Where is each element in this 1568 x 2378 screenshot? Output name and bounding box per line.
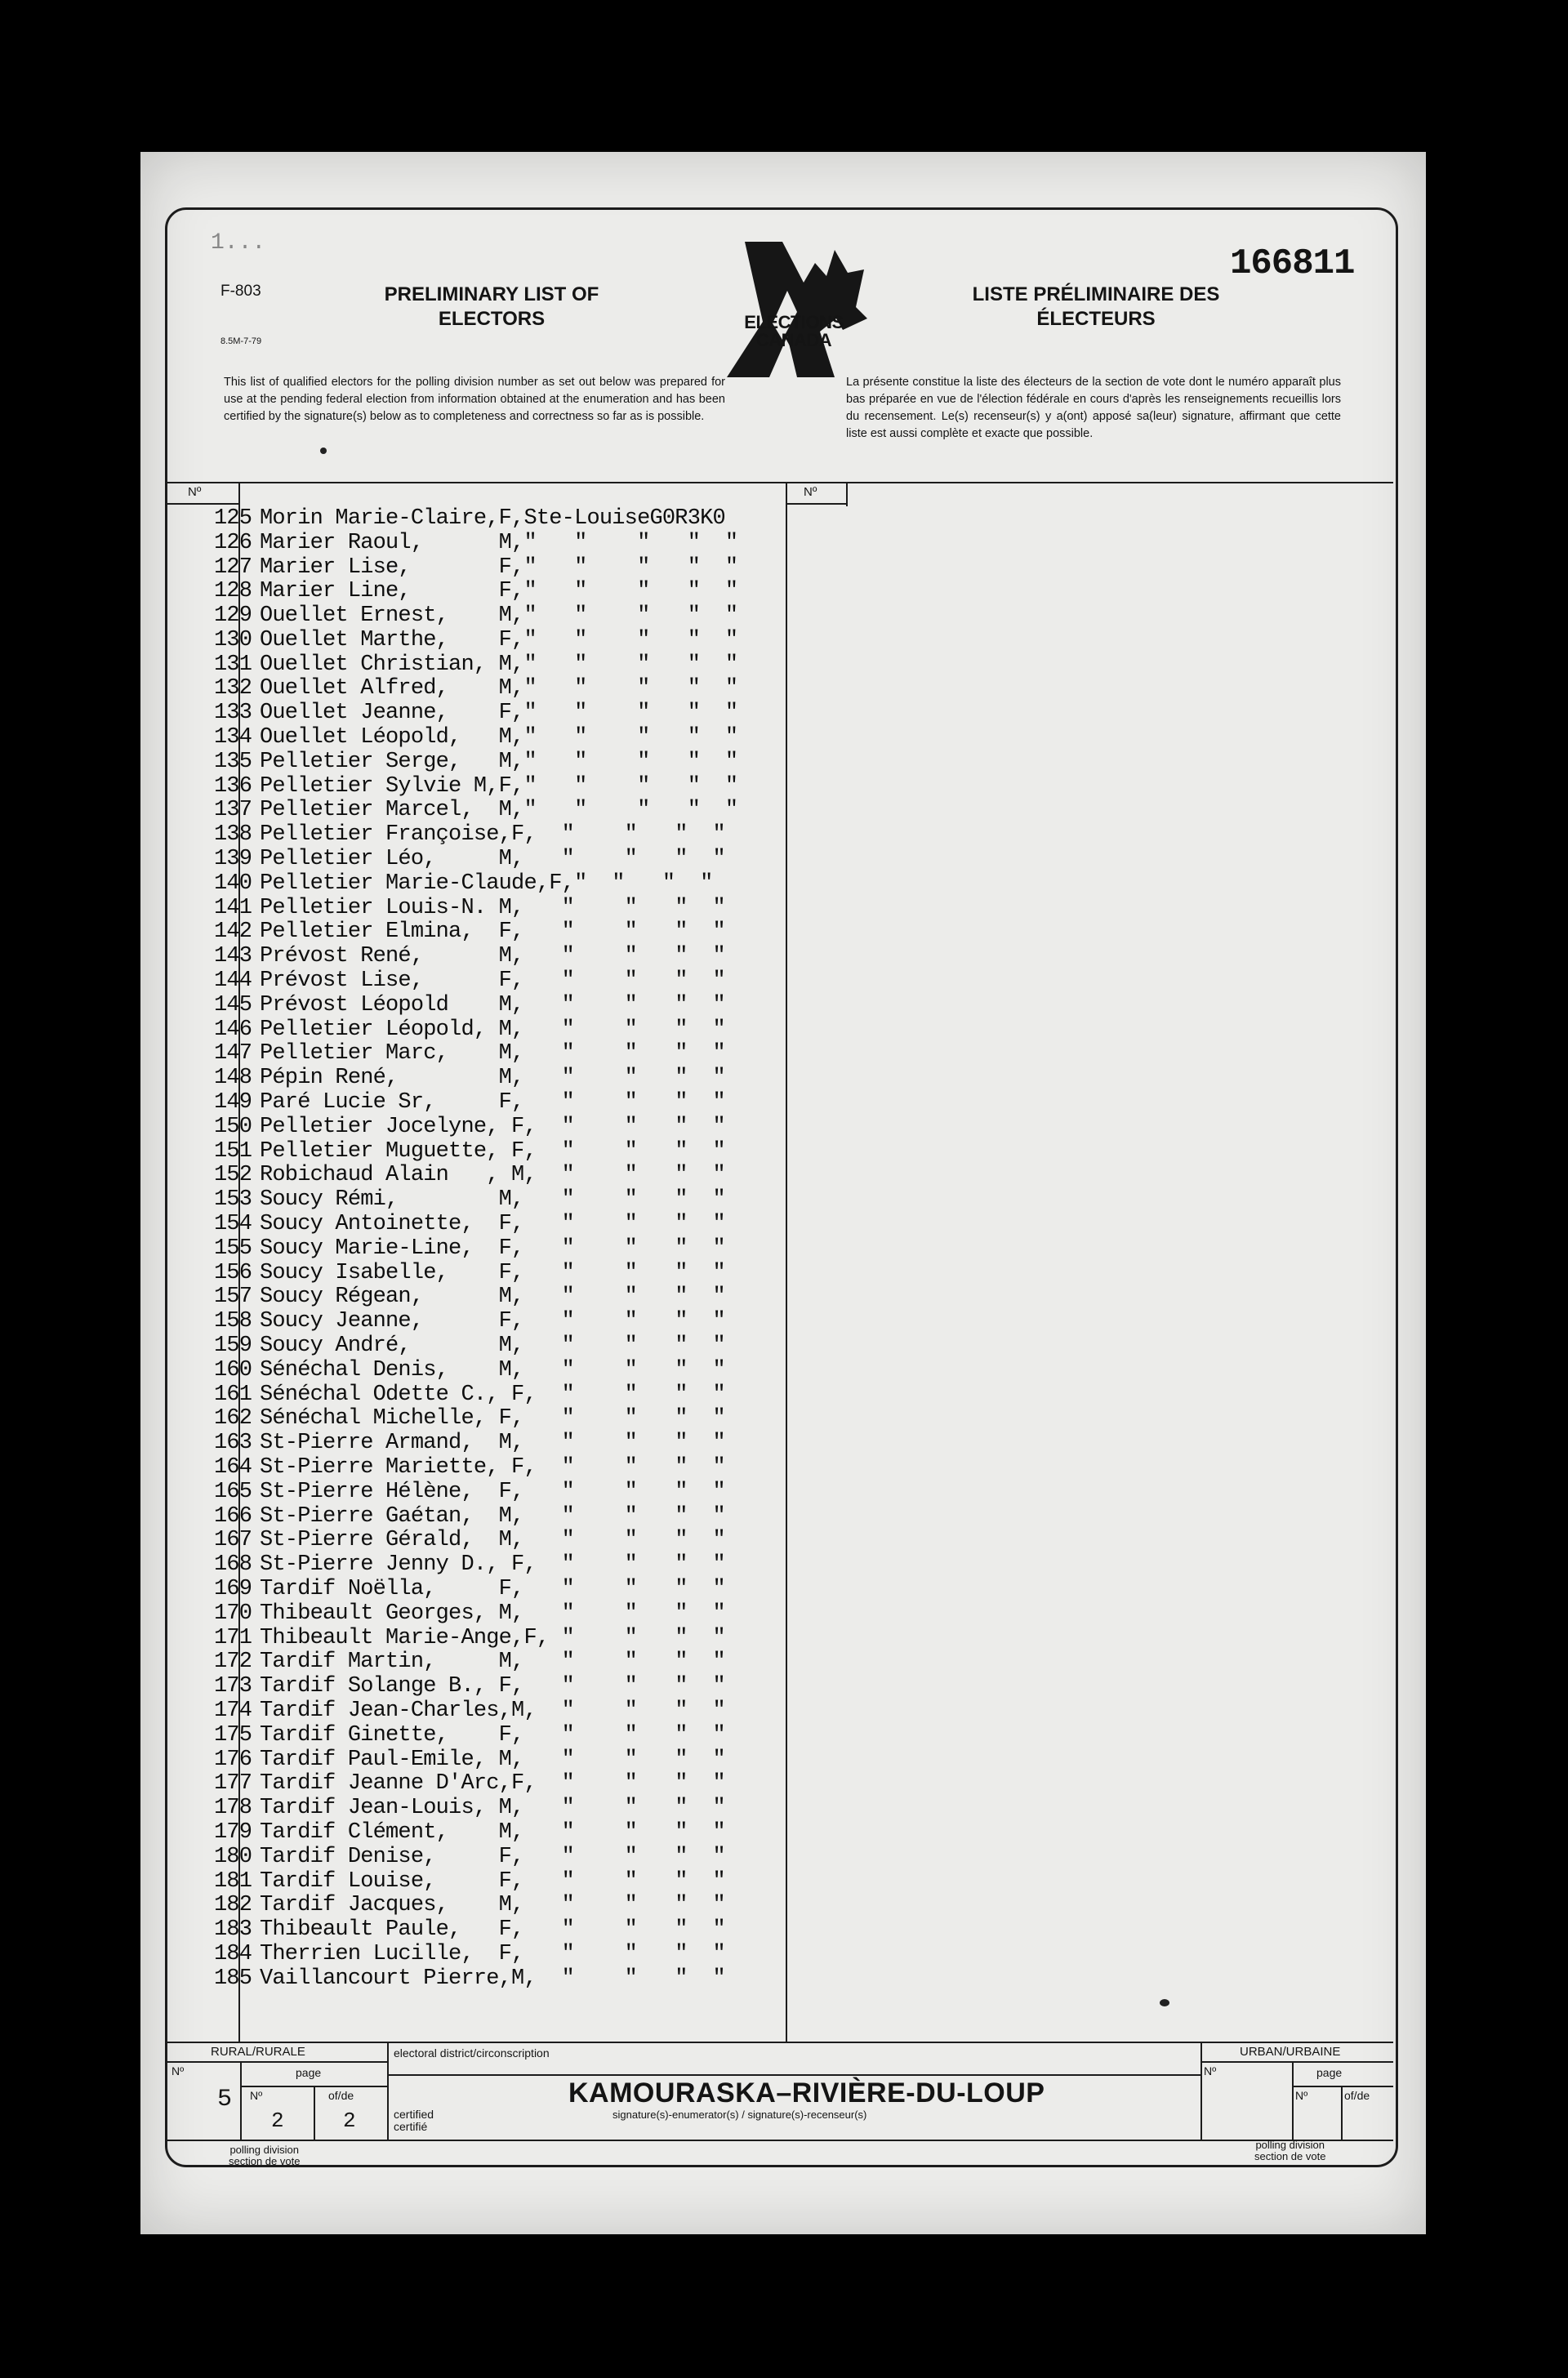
urban-of-label: of/de bbox=[1344, 2089, 1370, 2102]
elector-number: 172 bbox=[214, 1650, 252, 1675]
elector-entry: Soucy Régean, M, " " " " bbox=[260, 1285, 725, 1310]
elector-number: 142 bbox=[214, 920, 252, 945]
elector-number: 160 bbox=[214, 1357, 252, 1383]
elector-number: 170 bbox=[214, 1601, 252, 1626]
dust-speck bbox=[320, 448, 327, 454]
elector-row bbox=[214, 1455, 835, 1480]
footer-block bbox=[165, 2042, 1398, 2167]
elector-number: 128 bbox=[214, 579, 252, 604]
elector-row bbox=[214, 531, 835, 555]
elector-entry: Pelletier Marc, M, " " " " bbox=[260, 1041, 725, 1067]
elector-number: 138 bbox=[214, 822, 252, 848]
elector-entry: Thibeault Marie-Ange,F, " " " " bbox=[260, 1625, 725, 1650]
elector-entry: Sénéchal Denis, M, " " " " bbox=[260, 1357, 725, 1383]
elector-entry: Pépin René, M, " " " " bbox=[260, 1066, 725, 1091]
elector-number: 144 bbox=[214, 969, 252, 994]
elector-number: 162 bbox=[214, 1406, 252, 1432]
form-revision: 8.5M-7-79 bbox=[220, 336, 262, 346]
elector-entry: Marier Raoul, M," " " " " bbox=[260, 530, 738, 555]
elector-entry: Sénéchal Odette C., F, " " " " bbox=[260, 1382, 725, 1407]
elector-number: 179 bbox=[214, 1819, 252, 1845]
district-name: KAMOURASKA–RIVIÈRE-DU-LOUP bbox=[568, 2077, 1045, 2109]
electors-table bbox=[165, 482, 1398, 2042]
elector-row bbox=[214, 969, 835, 993]
elector-row bbox=[214, 1699, 835, 1723]
elector-number: 131 bbox=[214, 652, 252, 677]
elector-row bbox=[214, 1796, 835, 1820]
elector-row bbox=[214, 774, 835, 799]
elector-number: 136 bbox=[214, 773, 252, 799]
elector-number: 158 bbox=[214, 1309, 252, 1334]
elector-entry: Pelletier Elmina, F, " " " " bbox=[260, 920, 725, 945]
elector-row bbox=[214, 1504, 835, 1529]
elector-row bbox=[214, 1748, 835, 1772]
elector-number: 137 bbox=[214, 798, 252, 823]
rural-page-label: page bbox=[296, 2066, 322, 2079]
elector-row bbox=[214, 1869, 835, 1894]
elector-number: 150 bbox=[214, 1114, 252, 1139]
elector-number: 181 bbox=[214, 1868, 252, 1894]
intro-english: This list of qualified electors for the polling division number as set out below was prepared for use at the pending federal election from information obtained at the enumeration and has been certified by the signature(s) below as to completeness and correctness so far as is possible. bbox=[224, 376, 725, 424]
elector-number: 166 bbox=[214, 1503, 252, 1529]
elector-entry: Tardif Noëlla, F, " " " " bbox=[260, 1576, 725, 1601]
elector-row bbox=[214, 1334, 835, 1358]
elector-number: 141 bbox=[214, 895, 252, 920]
elector-entry: Ouellet Marthe, F," " " " " bbox=[260, 627, 738, 652]
elector-number: 132 bbox=[214, 676, 252, 701]
elector-row bbox=[214, 1187, 835, 1212]
elector-number: 168 bbox=[214, 1552, 252, 1578]
elector-entry: Pelletier Marie-Claude,F," " " " bbox=[260, 871, 713, 896]
elector-number: 145 bbox=[214, 992, 252, 1018]
elector-number: 167 bbox=[214, 1528, 252, 1553]
elector-row bbox=[214, 1650, 835, 1674]
elector-number: 134 bbox=[214, 725, 252, 750]
elector-row bbox=[214, 1309, 835, 1334]
page-number: 2 bbox=[271, 2109, 284, 2133]
rural-label: RURAL/RURALE bbox=[211, 2045, 305, 2059]
elector-row bbox=[214, 506, 835, 531]
elector-entry: Ouellet Jeanne, F," " " " " bbox=[260, 701, 738, 726]
elector-number: 125 bbox=[214, 505, 252, 531]
elector-row bbox=[214, 944, 835, 969]
elector-row bbox=[214, 1626, 835, 1650]
elector-number: 139 bbox=[214, 847, 252, 872]
dust-speck bbox=[1160, 1999, 1169, 2006]
elector-number: 151 bbox=[214, 1138, 252, 1164]
elector-number: 161 bbox=[214, 1382, 252, 1407]
elector-entry: St-Pierre Mariette, F, " " " " bbox=[260, 1454, 725, 1480]
signature-label: signature(s)-enumerator(s) / signature(s)-recenseur(s) bbox=[612, 2109, 867, 2121]
elector-entry: St-Pierre Gérald, M, " " " " bbox=[260, 1528, 725, 1553]
elector-row bbox=[214, 1771, 835, 1796]
elector-row bbox=[214, 1358, 835, 1383]
faint-stamp: 1... bbox=[211, 230, 266, 256]
elector-entry: Tardif Jacques, M, " " " " bbox=[260, 1893, 725, 1918]
elector-entry: Pelletier Marcel, M," " " " " bbox=[260, 798, 738, 823]
elector-row bbox=[214, 1383, 835, 1407]
logo-text: ELECTIONS CANADA bbox=[744, 312, 844, 350]
elector-number: 184 bbox=[214, 1941, 252, 1966]
elector-number: 173 bbox=[214, 1674, 252, 1699]
elector-row bbox=[214, 871, 835, 896]
elector-row bbox=[214, 1090, 835, 1115]
elector-entry: Pelletier Serge, M," " " " " bbox=[260, 749, 738, 774]
elector-row bbox=[214, 1066, 835, 1090]
elector-row bbox=[214, 1942, 835, 1966]
elector-number: 185 bbox=[214, 1966, 252, 1991]
elector-row bbox=[214, 1018, 835, 1042]
elector-number: 163 bbox=[214, 1431, 252, 1456]
elector-number: 174 bbox=[214, 1698, 252, 1723]
urban-page-no-label: Nº bbox=[1295, 2089, 1308, 2102]
elections-canada-logo bbox=[712, 234, 875, 389]
elector-number: 148 bbox=[214, 1066, 252, 1091]
elector-row bbox=[214, 896, 835, 920]
elector-row bbox=[214, 1845, 835, 1869]
elector-entry: Tardif Louise, F, " " " " bbox=[260, 1868, 725, 1894]
elector-rows bbox=[214, 506, 835, 1991]
form-sheet bbox=[140, 152, 1426, 2234]
elector-row bbox=[214, 1601, 835, 1626]
elector-number: 178 bbox=[214, 1796, 252, 1821]
elector-number: 154 bbox=[214, 1212, 252, 1237]
elector-number: 169 bbox=[214, 1576, 252, 1601]
elector-row bbox=[214, 628, 835, 652]
elector-entry: Tardif Ginette, F, " " " " bbox=[260, 1722, 725, 1748]
urban-page-label: page bbox=[1316, 2066, 1343, 2079]
polling-division-number: 5 bbox=[217, 2086, 233, 2113]
elector-row bbox=[214, 993, 835, 1018]
elector-row bbox=[214, 1917, 835, 1942]
elector-entry: Morin Marie-Claire,F,Ste-LouiseG0R3K0 bbox=[260, 505, 725, 531]
elector-entry: Soucy Antoinette, F, " " " " bbox=[260, 1212, 725, 1237]
electoral-district-label: electoral district/circonscription bbox=[394, 2046, 550, 2060]
elector-row bbox=[214, 750, 835, 774]
elector-entry: Tardif Jean-Charles,M, " " " " bbox=[260, 1698, 725, 1723]
elector-row bbox=[214, 1285, 835, 1310]
elector-number: 157 bbox=[214, 1285, 252, 1310]
elector-entry: Soucy Jeanne, F, " " " " bbox=[260, 1309, 725, 1334]
elector-row bbox=[214, 799, 835, 823]
elector-entry: Tardif Clément, M, " " " " bbox=[260, 1819, 725, 1845]
elector-entry: Pelletier Muguette, F, " " " " bbox=[260, 1138, 725, 1164]
elector-row bbox=[214, 1431, 835, 1455]
elector-row bbox=[214, 603, 835, 628]
elector-entry: Pelletier Léo, M, " " " " bbox=[260, 847, 725, 872]
elector-row bbox=[214, 1139, 835, 1164]
elector-entry: Tardif Denise, F, " " " " bbox=[260, 1844, 725, 1869]
elector-number: 182 bbox=[214, 1893, 252, 1918]
serial-number: 166811 bbox=[1230, 243, 1355, 284]
elector-row bbox=[214, 1261, 835, 1285]
elector-entry: Ouellet Christian, M," " " " " bbox=[260, 652, 738, 677]
elector-number: 177 bbox=[214, 1771, 252, 1797]
elector-entry: Thibeault Paule, F, " " " " bbox=[260, 1917, 725, 1943]
elector-number: 126 bbox=[214, 530, 252, 555]
elector-entry: Tardif Solange B., F, " " " " bbox=[260, 1674, 725, 1699]
elector-entry: St-Pierre Jenny D., F, " " " " bbox=[260, 1552, 725, 1578]
elector-entry: Pelletier Sylvie M,F," " " " " bbox=[260, 773, 738, 799]
elector-row bbox=[214, 1042, 835, 1067]
elector-entry: Soucy André, M, " " " " bbox=[260, 1334, 725, 1358]
elector-number: 127 bbox=[214, 554, 252, 580]
elector-entry: Marier Lise, F," " " " " bbox=[260, 554, 738, 580]
elector-entry: Tardif Paul-Emile, M, " " " " bbox=[260, 1747, 725, 1772]
elector-number: 149 bbox=[214, 1090, 252, 1116]
elector-row bbox=[214, 1723, 835, 1748]
elector-row bbox=[214, 701, 835, 725]
elector-entry: Thibeault Georges, M, " " " " bbox=[260, 1601, 725, 1626]
elector-number: 146 bbox=[214, 1017, 252, 1042]
certified-label: certified certifié bbox=[394, 2108, 434, 2134]
elector-number: 129 bbox=[214, 603, 252, 629]
elector-row bbox=[214, 822, 835, 847]
elector-entry: Tardif Jeanne D'Arc,F, " " " " bbox=[260, 1771, 725, 1797]
elector-entry: Prévost Lise, F, " " " " bbox=[260, 969, 725, 994]
elector-row bbox=[214, 652, 835, 677]
elector-number: 165 bbox=[214, 1479, 252, 1504]
elector-entry: Pelletier Françoise,F, " " " " bbox=[260, 822, 725, 848]
elector-entry: Soucy Rémi, M, " " " " bbox=[260, 1187, 725, 1213]
rural-polling-division-label: polling division section de vote bbox=[229, 2144, 301, 2167]
elector-row bbox=[214, 1577, 835, 1601]
elector-entry: Sénéchal Michelle, F, " " " " bbox=[260, 1406, 725, 1432]
elector-entry: Prévost Léopold M, " " " " bbox=[260, 992, 725, 1018]
title-french: LISTE PRÉLIMINAIRE DES ÉLECTEURS bbox=[972, 283, 1220, 330]
page-total: 2 bbox=[343, 2109, 356, 2133]
elector-number: 175 bbox=[214, 1722, 252, 1748]
elector-entry: Vaillancourt Pierre,M, " " " " bbox=[260, 1966, 725, 1991]
elector-number: 180 bbox=[214, 1844, 252, 1869]
urban-polling-division-label: polling division section de vote bbox=[1254, 2139, 1326, 2162]
elector-row bbox=[214, 1552, 835, 1577]
elector-row bbox=[214, 579, 835, 603]
column-no-left: Nº bbox=[188, 485, 202, 499]
rural-of-label: of/de bbox=[328, 2089, 354, 2102]
elector-row bbox=[214, 1528, 835, 1552]
elector-entry: Soucy Marie-Line, F, " " " " bbox=[260, 1236, 725, 1261]
elector-entry: St-Pierre Hélène, F, " " " " bbox=[260, 1479, 725, 1504]
elector-number: 130 bbox=[214, 627, 252, 652]
elector-entry: Pelletier Léopold, M, " " " " bbox=[260, 1017, 725, 1042]
elector-row bbox=[214, 1115, 835, 1139]
elector-entry: St-Pierre Armand, M, " " " " bbox=[260, 1431, 725, 1456]
elector-row bbox=[214, 1893, 835, 1917]
title-english: PRELIMINARY LIST OF ELECTORS bbox=[384, 283, 599, 330]
elector-entry: Robichaud Alain , M, " " " " bbox=[260, 1163, 725, 1188]
form-code: F-803 bbox=[220, 283, 261, 300]
elector-entry: Therrien Lucille, F, " " " " bbox=[260, 1941, 725, 1966]
elector-number: 135 bbox=[214, 749, 252, 774]
elector-row bbox=[214, 725, 835, 750]
elector-entry: St-Pierre Gaétan, M, " " " " bbox=[260, 1503, 725, 1529]
elector-number: 133 bbox=[214, 701, 252, 726]
elector-row bbox=[214, 677, 835, 701]
elector-number: 147 bbox=[214, 1041, 252, 1067]
elector-entry: Tardif Martin, M, " " " " bbox=[260, 1650, 725, 1675]
elector-number: 153 bbox=[214, 1187, 252, 1213]
elector-entry: Paré Lucie Sr, F, " " " " bbox=[260, 1090, 725, 1116]
column-no-right: Nº bbox=[804, 485, 817, 499]
elector-entry: Ouellet Léopold, M," " " " " bbox=[260, 725, 738, 750]
elector-row bbox=[214, 555, 835, 580]
elector-number: 159 bbox=[214, 1334, 252, 1358]
elector-number: 152 bbox=[214, 1163, 252, 1188]
elector-number: 156 bbox=[214, 1260, 252, 1285]
elector-number: 143 bbox=[214, 944, 252, 969]
elector-number: 140 bbox=[214, 871, 252, 896]
elector-entry: Ouellet Alfred, M," " " " " bbox=[260, 676, 738, 701]
elector-row bbox=[214, 1480, 835, 1504]
elector-row bbox=[214, 1212, 835, 1236]
rural-page-no-label: Nº bbox=[250, 2089, 263, 2102]
urban-label: URBAN/URBAINE bbox=[1240, 2045, 1341, 2059]
elector-entry: Pelletier Louis-N. M, " " " " bbox=[260, 895, 725, 920]
elector-number: 183 bbox=[214, 1917, 252, 1943]
elector-row bbox=[214, 1406, 835, 1431]
elector-entry: Ouellet Ernest, M," " " " " bbox=[260, 603, 738, 629]
elector-entry: Marier Line, F," " " " " bbox=[260, 579, 738, 604]
elector-row bbox=[214, 847, 835, 871]
elector-entry: Soucy Isabelle, F, " " " " bbox=[260, 1260, 725, 1285]
elector-row bbox=[214, 1164, 835, 1188]
elector-number: 171 bbox=[214, 1625, 252, 1650]
elector-number: 155 bbox=[214, 1236, 252, 1261]
rural-no-label: Nº bbox=[172, 2064, 185, 2077]
elector-entry: Tardif Jean-Louis, M, " " " " bbox=[260, 1796, 725, 1821]
elector-row bbox=[214, 1674, 835, 1699]
elector-row bbox=[214, 1820, 835, 1845]
elector-entry: Prévost René, M, " " " " bbox=[260, 944, 725, 969]
elector-number: 176 bbox=[214, 1747, 252, 1772]
elector-row bbox=[214, 1236, 835, 1261]
urban-no-label: Nº bbox=[1204, 2064, 1217, 2077]
elector-row bbox=[214, 920, 835, 945]
intro-french: La présente constitue la liste des électeurs de la section de vote dont le numéro apparaît plus bas préparée en vue de l'élection fédérale en cours d'après les renseignements recueillis lors du recensement. Le(s) recenseur(s) y a(ont) apposé sa(leur) signature, affirmant que cette liste est aussi complète et exacte que possible. bbox=[846, 376, 1341, 441]
elector-number: 164 bbox=[214, 1454, 252, 1480]
elector-row bbox=[214, 1966, 835, 1991]
elector-entry: Pelletier Jocelyne, F, " " " " bbox=[260, 1114, 725, 1139]
